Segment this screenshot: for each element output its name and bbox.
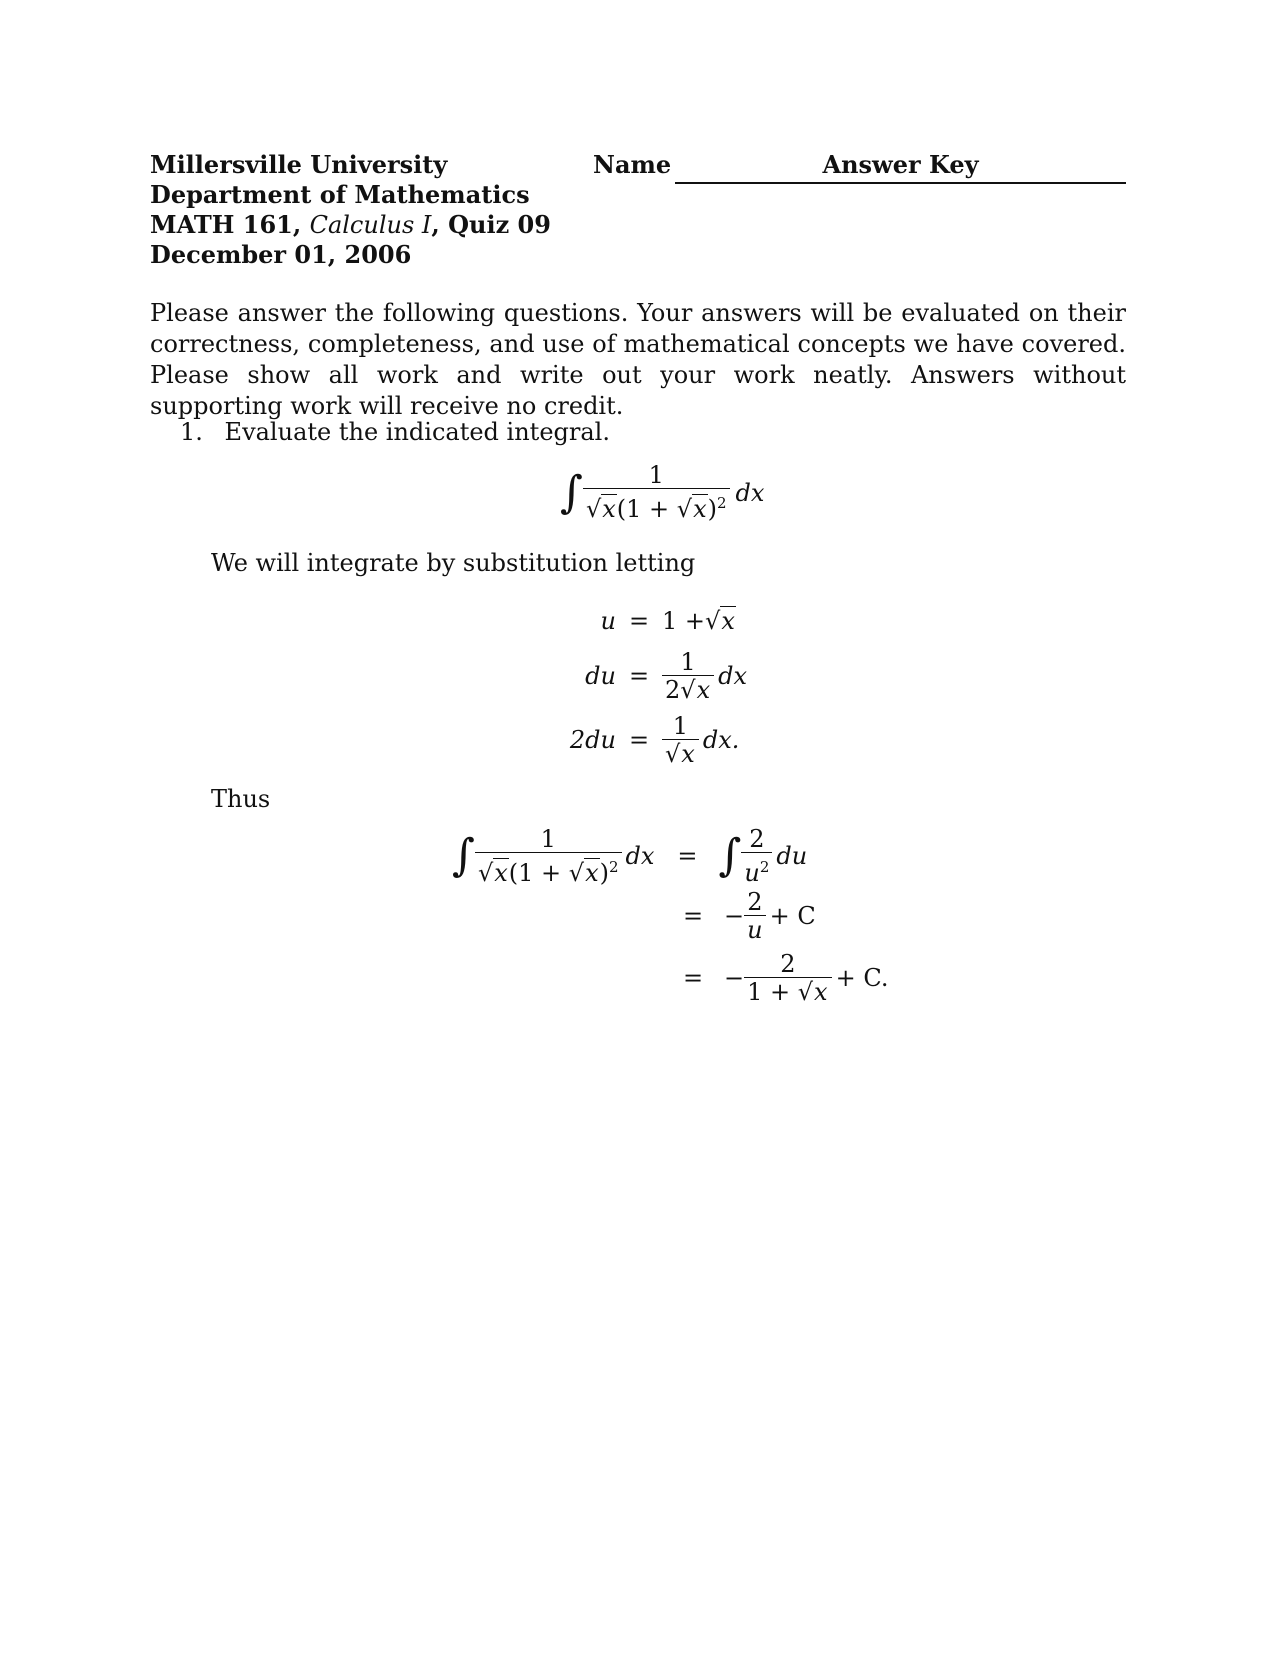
name-field: [593, 150, 1126, 184]
solution-line-1: ∫ $\frac{1}{√x(1 + √x)^2}$ dx = ∫ $\frac{2}{u^2}$ du: [452, 824, 808, 887]
name-value: Answer Key: [822, 150, 979, 179]
sub-line-2du: 2du = $\frac{1}{√x}$ dx.: [569, 711, 740, 768]
department-name: Department of Mathematics: [150, 180, 530, 209]
course-header: [150, 150, 551, 270]
course-title: Calculus I: [309, 211, 432, 239]
substitution-text: We will integrate by substitution letting: [211, 549, 696, 577]
quiz-date: December 01, 2006: [150, 240, 412, 269]
sub-line-du: du = $\frac{1}{2√x}$ dx: [585, 647, 748, 704]
thus-text: Thus: [211, 785, 271, 813]
substitution-equations: [560, 598, 747, 772]
course-line: MATH 161, Calculus I, Quiz 09: [150, 210, 551, 239]
solution-line-2: = − $\frac{2}{u}$ + C: [682, 887, 816, 944]
solution-line-3: = − $\frac{2}{1 + √x}$ + C.: [682, 949, 889, 1006]
question-1-prompt: [180, 417, 610, 447]
name-label: Name: [593, 150, 672, 179]
instructions-paragraph: Please answer the following questions. Your answers will be evaluated on their correctness, completeness, and use of mathematical concepts we have covered. Please show all work and write out your work neatly. Answers without supporting work will receive no credit.: [150, 299, 1126, 420]
integrand-fraction: $\frac{1}{√x(1 + √x)^2}$: [583, 462, 730, 523]
integral-expression: ∫ $\frac{1}{√x(1 + √x)^2}$ dx: [560, 461, 765, 523]
university-name: Millersville University: [150, 150, 448, 179]
integral-sign: ∫: [560, 466, 583, 518]
question-text: Evaluate the indicated integral.: [224, 418, 610, 446]
name-underline: [675, 182, 1126, 184]
question-number: 1.: [180, 418, 203, 446]
solution-equations: [452, 826, 888, 1010]
sub-line-u: u = 1 + √ x: [600, 607, 735, 635]
